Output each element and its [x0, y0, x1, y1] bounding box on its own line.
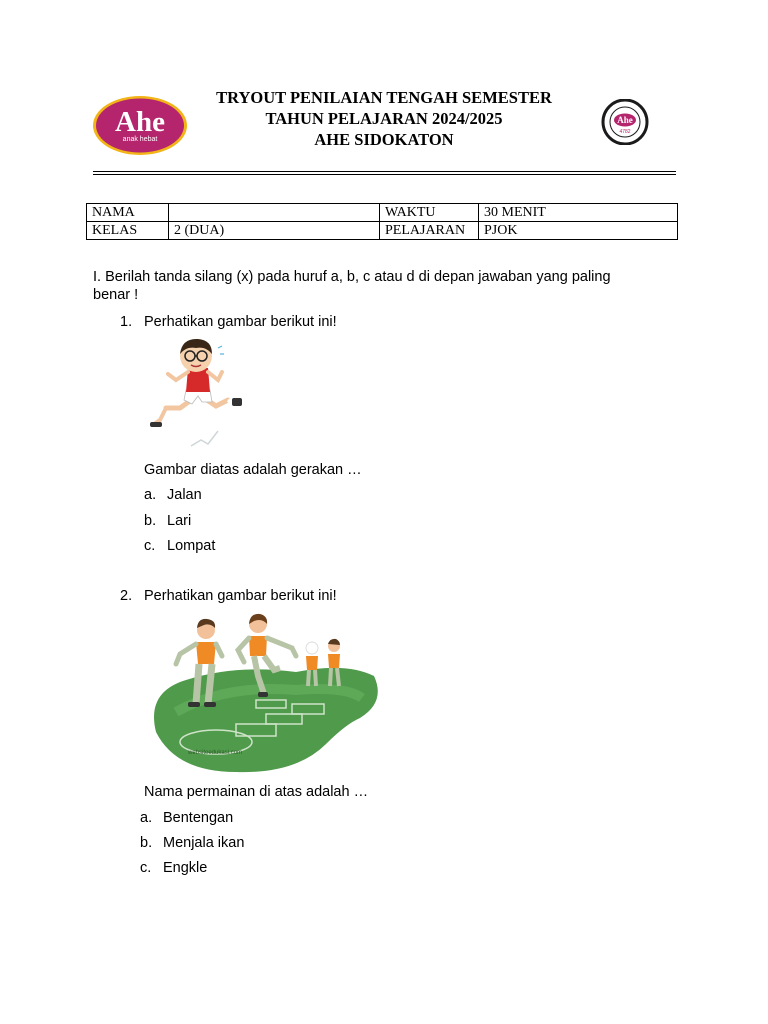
ahe-logo — [92, 95, 188, 156]
info-table — [86, 203, 678, 240]
question-2-number: 2. — [120, 588, 133, 604]
q1-option-a-text: Jalan — [167, 487, 202, 503]
seal-logo-text: Ahe — [617, 115, 633, 125]
hopscotch-image — [146, 612, 380, 774]
title-line-1: TRYOUT PENILAIAN TENGAH SEMESTER — [216, 88, 552, 107]
ahe-logo-tagline: anak hebat — [122, 136, 158, 143]
value-waktu: 30 MENIT — [479, 204, 678, 222]
question-1-number: 1. — [120, 314, 133, 330]
running-boy-image — [146, 336, 246, 454]
q1-option-c-letter: c. — [144, 538, 156, 554]
label-waktu: WAKTU — [380, 204, 479, 222]
header-rule-bottom — [93, 174, 676, 175]
table-row — [87, 222, 678, 240]
title-line-3: AHE SIDOKATON — [314, 130, 454, 149]
question-2-prompt: Perhatikan gambar berikut ini! — [144, 588, 337, 604]
value-kelas: 2 (DUA) — [169, 222, 380, 240]
ahe-logo-text: Ahe — [115, 106, 165, 138]
image-watermark: websiteedukasi.com — [188, 750, 243, 756]
seal-logo-number: 4782 — [619, 129, 631, 135]
q1-option-c-text: Lompat — [167, 538, 216, 554]
q1-option-b-text: Lari — [167, 513, 192, 529]
q2-option-b-letter: b. — [140, 835, 153, 851]
question-1-prompt: Perhatikan gambar berikut ini! — [144, 314, 337, 330]
value-nama — [169, 204, 380, 222]
q2-option-c-letter: c. — [140, 860, 152, 876]
value-pelajaran: PJOK — [479, 222, 678, 240]
question-2-text: Nama permainan di atas adalah … — [144, 784, 369, 800]
question-1-text: Gambar diatas adalah gerakan … — [144, 462, 362, 478]
label-kelas: KELAS — [87, 222, 169, 240]
label-pelajaran: PELAJARAN — [380, 222, 479, 240]
q2-option-a-text: Bentengan — [163, 810, 234, 826]
q2-option-a-letter: a. — [140, 810, 153, 826]
q1-option-b-letter: b. — [144, 513, 157, 529]
title-line-2: TAHUN PELAJARAN 2024/2025 — [265, 109, 503, 128]
header-rule-top — [93, 171, 676, 172]
q1-option-a-letter: a. — [144, 487, 157, 503]
q2-option-c-text: Engkle — [163, 860, 208, 876]
instruction-line-2: benar ! — [93, 287, 139, 303]
q2-option-b-text: Menjala ikan — [163, 835, 245, 851]
table-row — [87, 204, 678, 222]
ahe-seal-logo — [600, 99, 650, 145]
label-nama: NAMA — [87, 204, 169, 222]
instruction-line-1: I. Berilah tanda silang (x) pada huruf a, b, c atau d di depan jawaban yang paling — [93, 269, 611, 285]
